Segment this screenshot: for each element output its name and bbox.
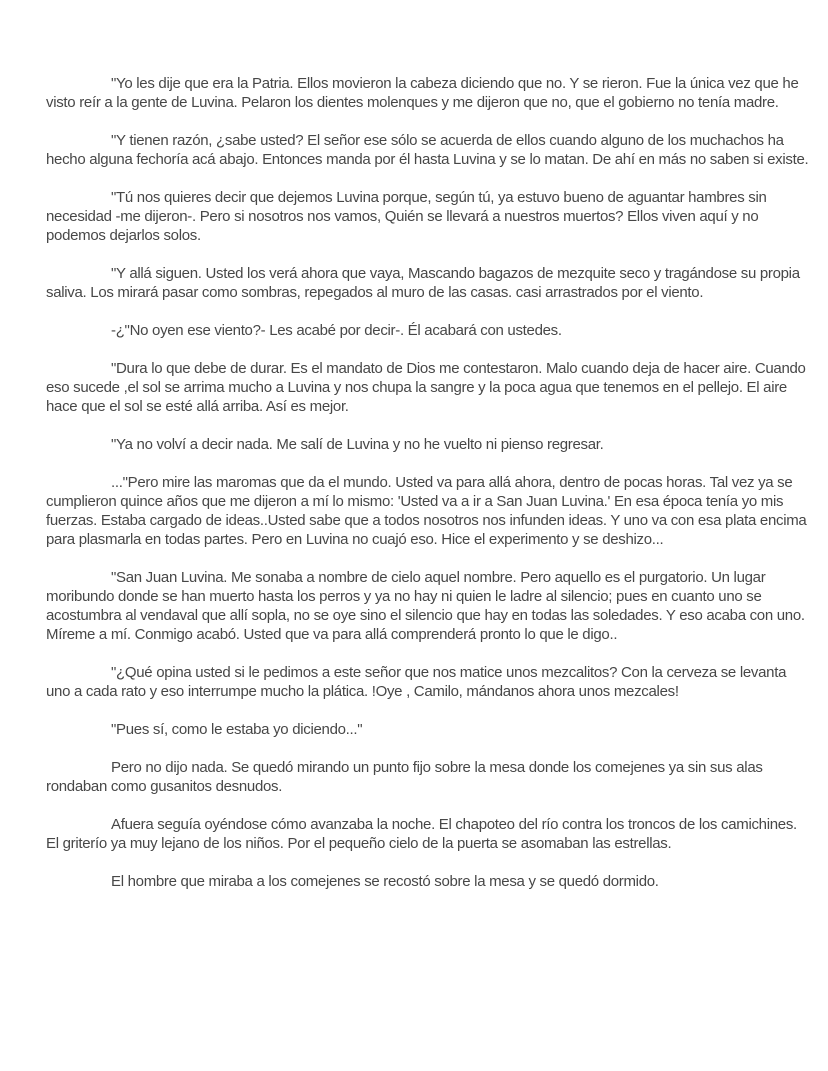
paragraph: "Y allá siguen. Usted los verá ahora que vaya, Mascando bagazos de mezquite seco y tragándose su propia saliva. Los mirará pasar como sombras, repegados al muro de las casas. casi arrastrados por el viento. <box>46 265 800 301</box>
paragraph: "¿Qué opina usted si le pedimos a este señor que nos matice unos mezcalitos? Con la cerveza se levanta uno a cada rato y eso interrumpe mucho la plática. !Oye , Camilo, mándanos ahora unos mezcales! <box>46 664 787 700</box>
paragraph: ..."Pero mire las maromas que da el mundo. Usted va para allá ahora, dentro de pocas horas. Tal vez ya se cumplieron quince años que me dijeron a mí lo mismo: 'Usted va a ir a San Juan Luvina.' En esa época tenía yo mis fuerzas. Estaba cargado de ideas..Usted sabe que a todos nosotros nos infunden ideas. Y uno va con esa plata encima para plasmarla en todas partes. Pero en Luvina no cuajó eso. Hice el experimento y se deshizo... <box>46 474 807 548</box>
paragraph: -¿"No oyen ese viento?- Les acabé por decir-. Él acabará con ustedes. <box>111 322 562 339</box>
paragraph: "Tú nos quieres decir que dejemos Luvina porque, según tú, ya estuvo bueno de aguantar hambres sin necesidad -me dijeron-. Pero si nosotros nos vamos, Quién se llevará a nuestros muertos? Ellos viven aquí y no podemos dejarlos solos. <box>46 189 767 244</box>
paragraph: "Yo les dije que era la Patria. Ellos movieron la cabeza diciendo que no. Y se rieron. Fue la única vez que he visto reír a la gente de Luvina. Pelaron los dientes molenques y me dijeron que no, que el gobierno no tenía madre. <box>46 75 799 111</box>
paragraph: "San Juan Luvina. Me sonaba a nombre de cielo aquel nombre. Pero aquello es el purgatorio. Un lugar moribundo donde se han muerto hasta los perros y ya no hay ni quien le ladre al silencio; pues en cuanto uno se acostumbra al vendaval que allí sopla, no se oye sino el silencio que hay en todas las soledades. Y eso acaba con uno. Míreme a mí. Conmigo acabó. Usted que va para allá comprenderá pronto lo que le digo.. <box>46 569 805 643</box>
paragraph: "Y tienen razón, ¿sabe usted? El señor ese sólo se acuerda de ellos cuando alguno de los muchachos ha hecho alguna fechoría acá abajo. Entonces manda por él hasta Luvina y se lo matan. De ahí en más no saben si existe. <box>46 132 809 168</box>
paragraph: Afuera seguía oyéndose cómo avanzaba la noche. El chapoteo del río contra los troncos de los camichines. El griterío ya muy lejano de los niños. Por el pequeño cielo de la puerta se asomaban las estrellas. <box>46 816 797 852</box>
paragraph: "Dura lo que debe de durar. Es el mandato de Dios me contestaron. Malo cuando deja de hacer aire. Cuando eso sucede ,el sol se arrima mucho a Luvina y nos chupa la sangre y la poca agua que tenemos en el pellejo. El aire hace que el sol se esté allá arriba. Así es mejor. <box>46 360 806 415</box>
paragraph: "Pues sí, como le estaba yo diciendo..." <box>111 721 363 738</box>
text-block <box>46 74 812 891</box>
paragraph: "Ya no volví a decir nada. Me salí de Luvina y no he vuelto ni pienso regresar. <box>111 436 604 453</box>
paragraph: Pero no dijo nada. Se quedó mirando un punto fijo sobre la mesa donde los comejenes ya sin sus alas rondaban como gusanitos desnudos. <box>46 759 763 795</box>
paragraph: El hombre que miraba a los comejenes se recostó sobre la mesa y se quedó dormido. <box>111 873 659 890</box>
